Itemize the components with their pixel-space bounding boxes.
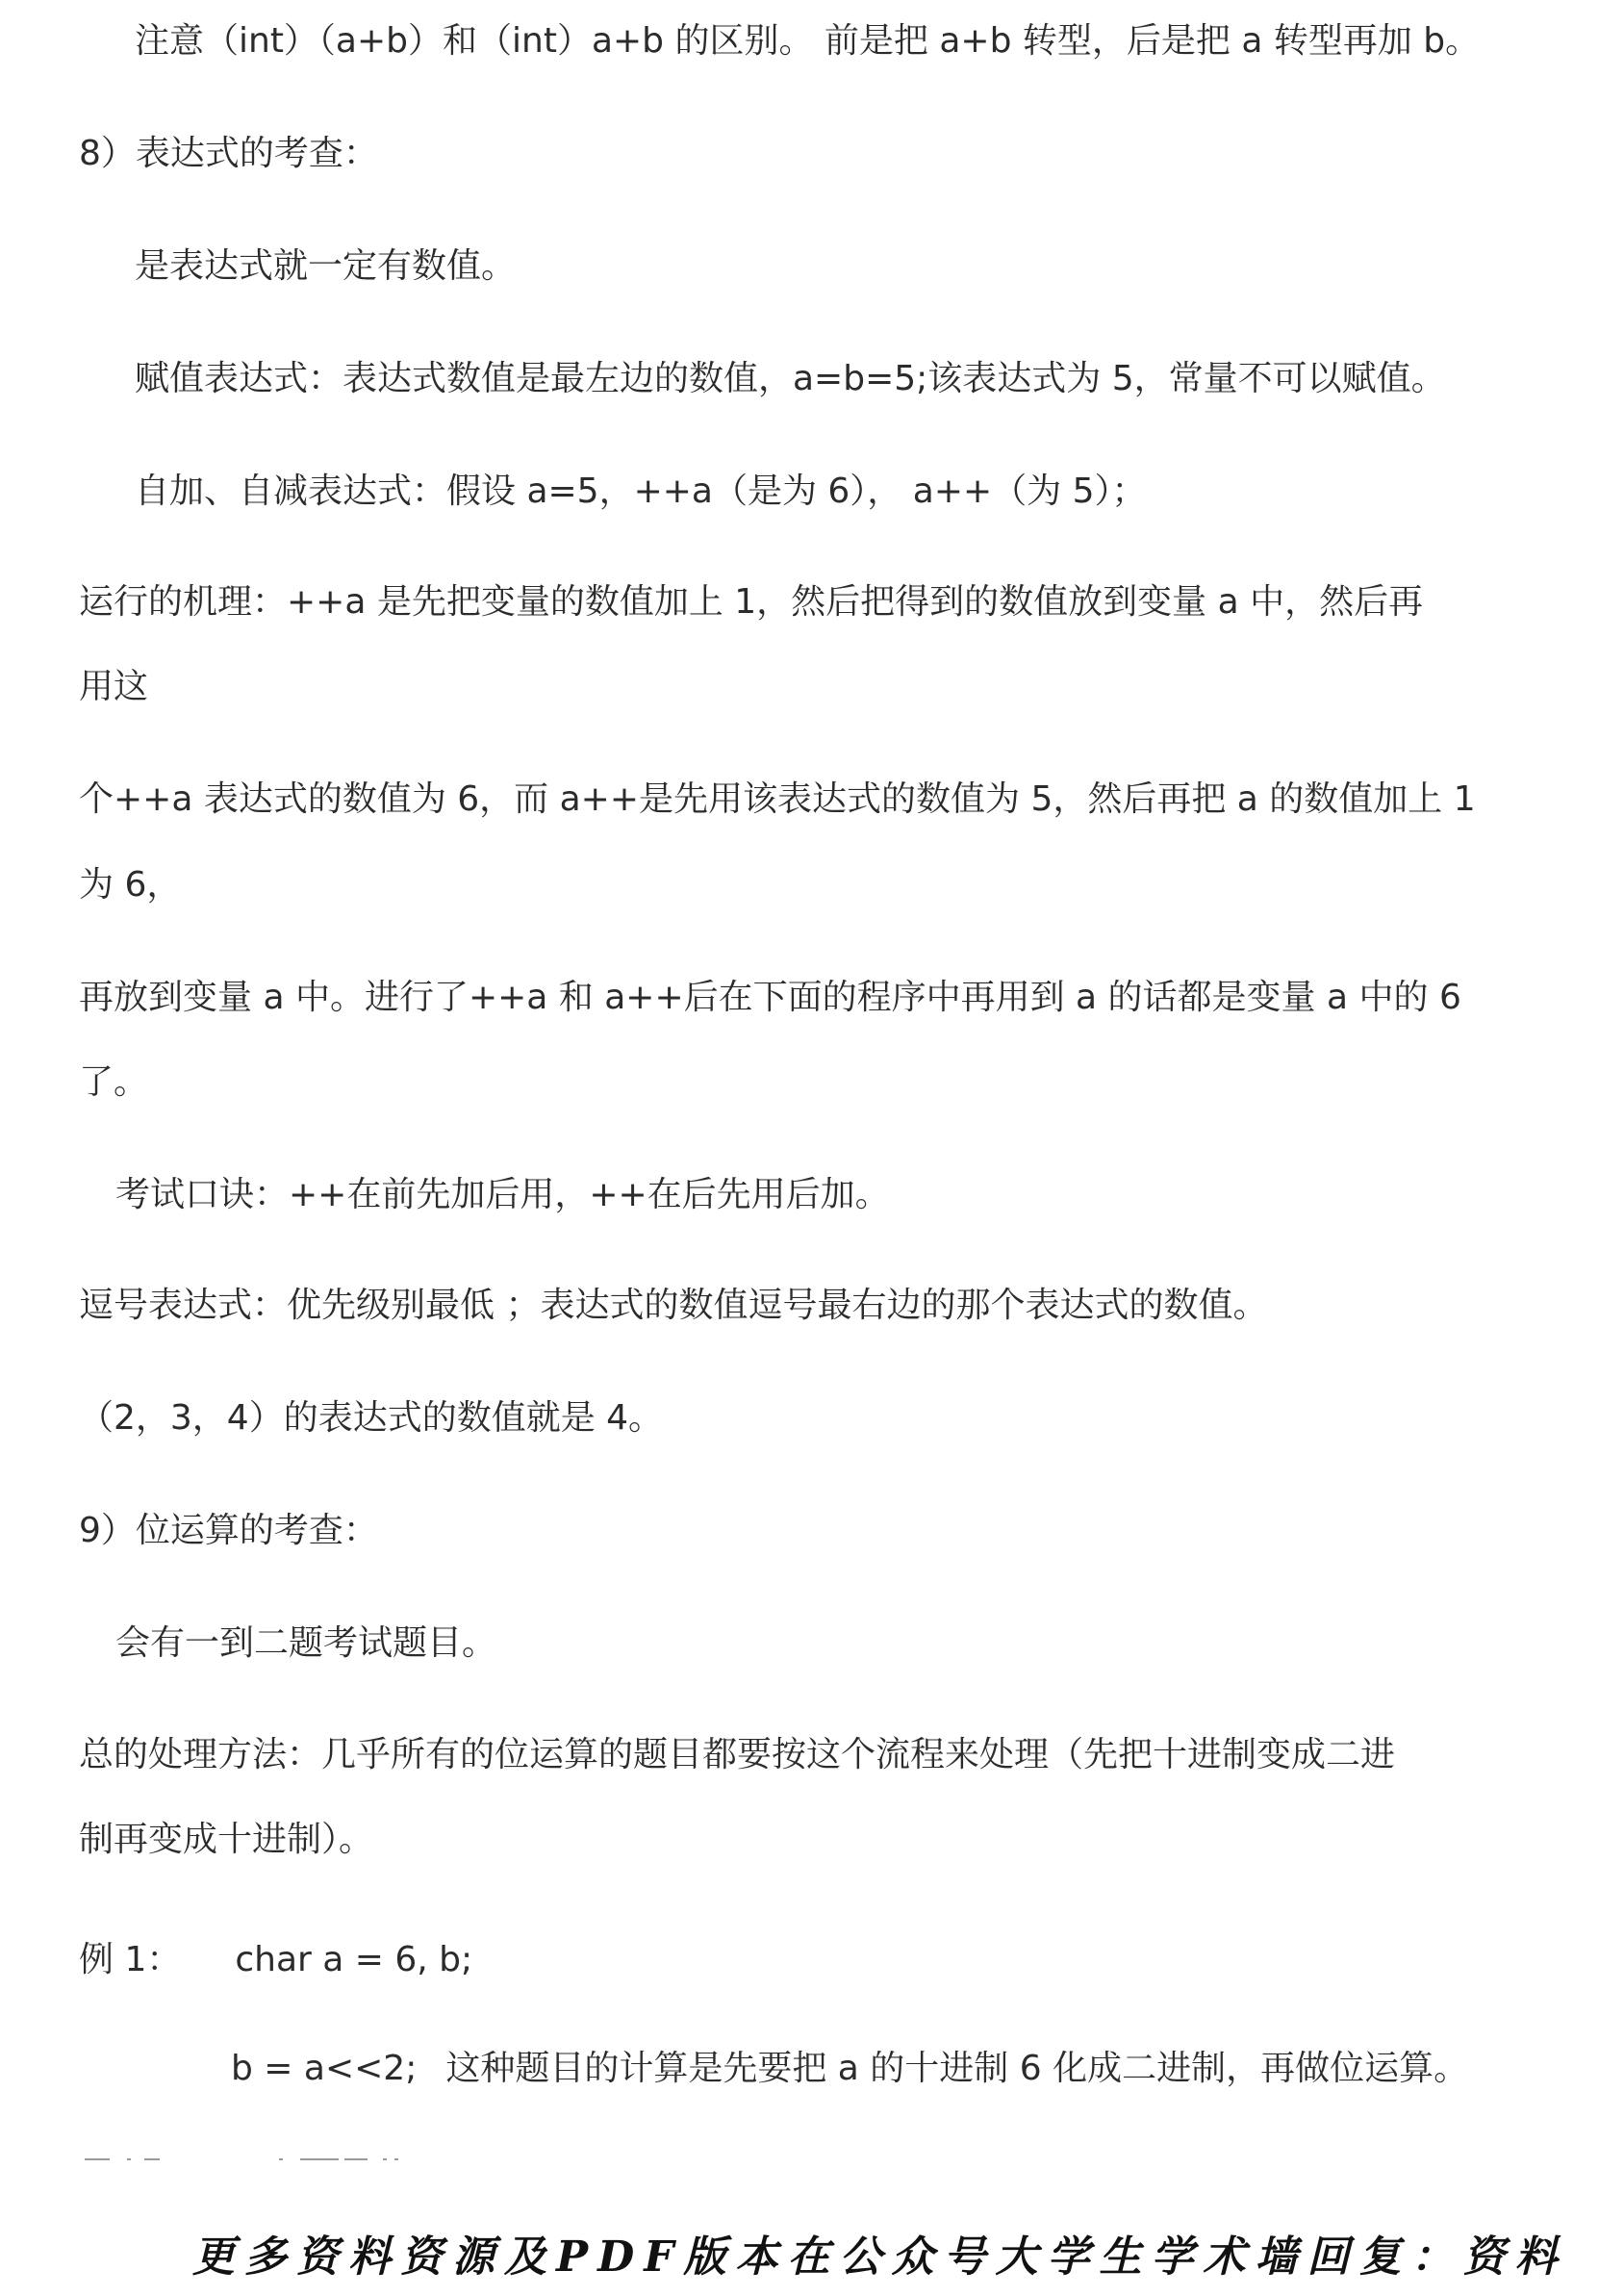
exam-mnemonic: 考试口诀：++在前先加后用，++在后先用后加。 <box>115 1175 890 1214</box>
paragraph-mechanism-line-5: 再放到变量 a 中。进行了++a 和 a++后在下面的程序中再用到 a 的话都是变量 a 中的 6 <box>79 978 1461 1017</box>
clipped-next-line <box>77 2156 404 2163</box>
example-1-shift-code: b = a<<2; <box>231 2049 418 2088</box>
paragraph-increment-expression: 自加、自减表达式：假设 a=5，++a（是为 6）， a++（为 5）； <box>135 472 1147 511</box>
paragraph-mechanism-line-6: 了。 <box>79 1062 149 1102</box>
example-1-shift <box>231 2048 1468 2090</box>
paragraph-mechanism-line-3: 个++a 表达式的数值为 6，而 a++是先用该表达式的数值为 5，然后再把 a 的数值加上 1 <box>79 779 1476 819</box>
example-1-label: 例 1： <box>79 1940 182 1979</box>
note-cast-difference: 注意（int）（a+b）和（int）a+b 的区别。 前是把 a+b 转型，后是把 a 转型再加 b。 <box>135 21 1481 61</box>
paragraph-comma-expression: 逗号表达式：优先级别最低 ；表达式的数值逗号最右边的那个表达式的数值。 <box>79 1286 1268 1325</box>
example-1-declaration <box>79 1939 472 1981</box>
paragraph-assignment-expression: 赋值表达式：表达式数值是最左边的数值，a=b=5;该表达式为 5，常量不可以赋值。 <box>135 359 1446 398</box>
paragraph-processing-method-line-1: 总的处理方法：几乎所有的位运算的题目都要按这个流程来处理（先把十进制变成二进 <box>79 1735 1396 1774</box>
comma-expression-example: （2，3，4）的表达式的数值就是 4。 <box>79 1398 664 1438</box>
paragraph-processing-method-line-2: 制再变成十进制）。 <box>79 1820 374 1859</box>
section-heading-bit-operations: 9）位运算的考查： <box>79 1511 378 1550</box>
paragraph-mechanism-line-1: 运行的机理：++a 是先把变量的数值加上 1，然后把得到的数值放到变量 a 中，然后再 <box>79 582 1424 622</box>
section-heading-expressions: 8）表达式的考查： <box>79 134 378 173</box>
paragraph-mechanism-line-4: 为 6， <box>79 865 182 905</box>
paragraph-exam-questions: 会有一到二题考试题目。 <box>115 1623 497 1663</box>
paragraph-mechanism-line-2: 用这 <box>79 667 149 706</box>
footer-promo: 更多资料资源及PDF版本在公众号大学生学术墙回复：资料 <box>192 2232 1567 2282</box>
paragraph-expression-value: 是表达式就一定有数值。 <box>135 246 517 286</box>
example-1-explanation: 这种题目的计算是先要把 a 的十进制 6 化成二进制，再做位运算。 <box>445 2049 1469 2088</box>
example-1-code: char a = 6, b; <box>235 1940 473 1979</box>
